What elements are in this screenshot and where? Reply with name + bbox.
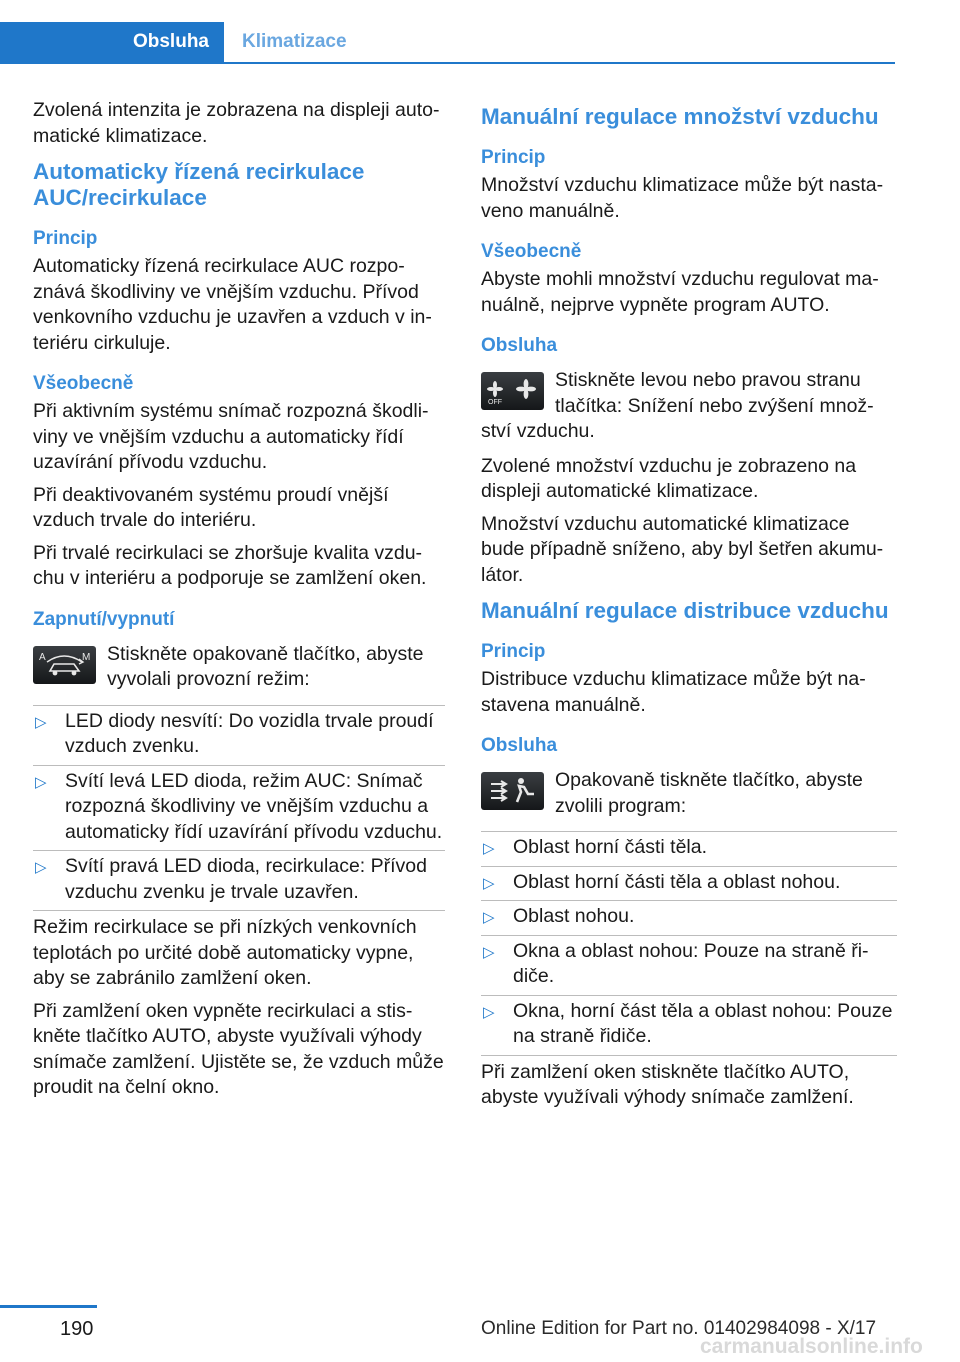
- princip-text: Distribuce vzduchu klimatizace může být na-stavena manuálně.: [481, 668, 866, 716]
- triangle-bullet-icon: ▷: [483, 1003, 495, 1021]
- footer-edition: Online Edition for Part no. 01402984098 - X/17: [481, 1318, 877, 1339]
- heading-auc: Automaticky řízená recirkulace AUC/recirkulace: [33, 159, 365, 210]
- list-item: ▷ Okna a oblast nohou: Pouze na straně ři-diče.: [481, 936, 897, 996]
- tab-klimatizace[interactable]: Klimatizace: [242, 31, 347, 52]
- fan-button-icon: [481, 372, 544, 410]
- heading-princip: Princip: [481, 147, 546, 168]
- list-item: ▷ Oblast horní části těla.: [481, 832, 897, 867]
- label-a: A: [39, 651, 46, 663]
- heading-vseobecne: Všeobecně: [33, 373, 134, 394]
- triangle-bullet-icon: ▷: [483, 874, 495, 892]
- vseobecne-text-3: Při trvalé recirkulaci se zhoršuje kvalita vzdu-chu v interiéru a podporuje se zamlžení oken.: [33, 541, 427, 589]
- heading-mnozstvi: Manuální regulace množství vzduchu: [481, 104, 879, 129]
- footer-accent-line: [0, 1305, 97, 1308]
- vseobecne-text: Abyste mohli množství vzduchu regulovat ma-nuálně, nejprve vypněte program AUTO.: [481, 268, 879, 316]
- air-distribution-button-icon: [481, 772, 544, 810]
- tab-obsluha[interactable]: Obsluha: [0, 22, 224, 62]
- triangle-bullet-icon: ▷: [483, 943, 495, 961]
- princip-text: Množství vzduchu klimatizace může být nasta-veno manuálně.: [481, 174, 884, 222]
- list-item: ▷ Oblast nohou.: [481, 901, 897, 936]
- list-item: ▷ Svítí levá LED dioda, režim AUC: Snímač rozpozná škodliviny ve vnějším vzduchu a automaticky řídí uzavírání přívodu vzduchu.: [33, 766, 445, 852]
- vseobecne-text-2: Při deaktivovaném systému proudí vnější vzduch trvale do interiéru.: [33, 483, 389, 531]
- distribution-button-row: [481, 768, 897, 819]
- heading-obsluha: Obsluha: [481, 735, 558, 756]
- mnozstvi-text-2: Množství vzduchu automatické klimatizace bude případně sníženo, aby byl šetřen akumu-látor.: [481, 512, 884, 586]
- header-tabbar: [0, 22, 895, 64]
- mode-list: [33, 705, 445, 912]
- fan-button-row: [481, 368, 897, 445]
- after-list-text-1: Režim recirkulace se při nízkých venkovních teplotách po určité době automaticky vypne, aby se zabránilo zamlžení oken.: [33, 916, 417, 989]
- intro-text: Zvolená intenzita je zobrazena na displeji auto-matické klimatizace.: [33, 99, 440, 147]
- final-text: Při zamlžení oken stiskněte tlačítko AUTO, abyste využívali výhody snímače zamlžení.: [481, 1060, 854, 1108]
- heading-vseobecne: Všeobecně: [481, 241, 582, 262]
- after-list-text-2: Při zamlžení oken vypněte recirkulaci a stis-kněte tlačítko AUTO, abyste využívali výhody snímače zamlžení. Ujistěte se, že vzduch může proudit na čelní okno.: [33, 999, 444, 1098]
- zapnuti-text: Stiskněte opakovaně tlačítko, abyste vyvolali provozní režim:: [107, 642, 424, 690]
- triangle-bullet-icon: ▷: [483, 909, 495, 926]
- label-m: M: [82, 651, 91, 663]
- right-column: [481, 98, 897, 1118]
- label-off: OFF: [488, 399, 502, 406]
- list-item: ▷ Svítí pravá LED dioda, recirkulace: Přívod vzduchu zvenku je trvale uzavřen.: [33, 851, 445, 911]
- triangle-bullet-icon: ▷: [35, 859, 47, 876]
- heading-distribuce: Manuální regulace distribuce vzduchu: [481, 598, 889, 623]
- triangle-bullet-icon: ▷: [483, 840, 495, 857]
- list-item: ▷ Oblast horní části těla a oblast nohou.: [481, 867, 897, 902]
- heading-obsluha: Obsluha: [481, 335, 558, 356]
- left-column: [33, 98, 445, 1108]
- heading-princip: Princip: [481, 641, 546, 662]
- triangle-bullet-icon: ▷: [35, 773, 47, 791]
- triangle-bullet-icon: ▷: [35, 713, 47, 731]
- list-item: ▷ Okna, horní část těla a oblast nohou: Pouze na straně řidiče.: [481, 996, 897, 1056]
- list-item: ▷ LED diody nesvítí: Do vozidla trvale proudí vzduch zvenku.: [33, 706, 445, 766]
- heading-princip: Princip: [33, 228, 98, 249]
- page-number: 190: [60, 1318, 94, 1340]
- watermark: carmanualsonline.info: [700, 1335, 923, 1358]
- program-list: [481, 831, 897, 1056]
- obsluha-text: Stiskněte levou nebo pravou stranu tlačítka: Snížení nebo zvýšení množ-ství vzduchu.: [481, 369, 874, 442]
- recirculation-button-icon: [33, 646, 96, 684]
- mnozstvi-text-1: Zvolené množství vzduchu je zobrazeno na displeji automatické klimatizace.: [481, 454, 857, 502]
- heading-zapnuti: Zapnutí/vypnutí: [33, 608, 175, 630]
- princip-text: Automaticky řízená recirkulace AUC rozpo-znává škodliviny ve vnějším vzduchu. Přívod venkovního vzduchu je uzavřen a vzduch v in-teriéru cirkuluje.: [33, 255, 432, 354]
- vseobecne-text-1: Při aktivním systému snímač rozpozná škodli-viny ve vnějším vzduchu a automaticky řídí uzavírání přívodu vzduchu.: [33, 400, 429, 473]
- recirculation-button-row: [33, 642, 445, 693]
- obsluha2-text: Opakovaně tiskněte tlačítko, abyste zvolili program:: [555, 769, 863, 817]
